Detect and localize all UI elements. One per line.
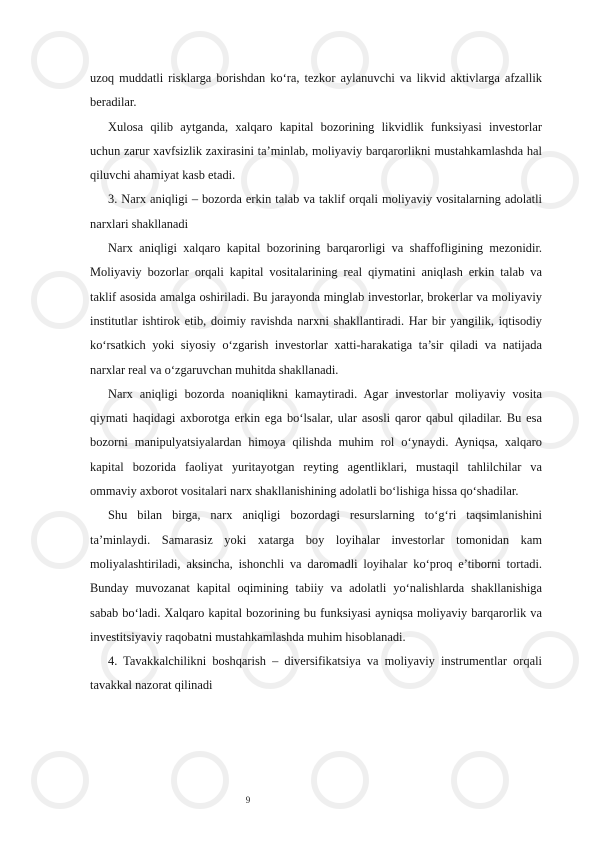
document-body	[90, 66, 542, 698]
section-heading-3: 3. Narx aniqligi – bozorda erkin talab va taklif orqali moliyaviy vositalarning adolatli narxlari shakllanadi	[90, 192, 542, 231]
paragraph-6: Shu bilan birga, narx aniqligi bozordagi resurslarning to‘g‘ri taqsimlanishini ta’minlaydi. Samarasiz yoki xatarga boy loyihalar investorlar tomonidan kam moliyalashtiriladi, aksincha, ishonchli va daromadli loyihalar ko‘proq e’tiborni tortadi. Bunday muvozanat kapital oqimining tabiiy va adolatli yo‘nalishlarda shakllanishiga sabab bo‘ladi. Xalqaro kapital bozorining bu funksiyasi ayniqsa moliyaviy barqarorlik va investitsiyaviy raqobatni mustahkamlashda muhim hisoblanadi.	[90, 508, 542, 644]
section-heading-4: 4. Tavakkalchilikni boshqarish – diversifikatsiya va moliyaviy instrumentlar orqali tavakkal nazorat qilinadi	[90, 654, 542, 693]
paragraph-1: uzoq muddatli risklarga borishdan ko‘ra, tezkor aylanuvchi va likvid aktivlarga afzallik beradilar.	[90, 71, 542, 110]
paragraph-5: Narx aniqligi bozorda noaniqlikni kamaytiradi. Agar investorlar moliyaviy vosita qiymati haqidagi axborotga erkin ega bo‘lsalar, ular asosli qaror qabul qiladilar. Bu esa bozorni manipulyatsiyalardan himoya qilishda muhim rol o‘ynaydi. Ayniqsa, xalqaro kapital bozorida faoliyat yuritayotgan reyting agentliklari, mustaqil tahlilchilar va ommaviy axborot vositalari narx shakllanishining adolatli bo‘lishiga hissa qo‘shadilar.	[90, 386, 542, 499]
paragraph-2: Xulosa qilib aytganda, xalqaro kapital bozorining likvidlik funksiyasi investorlar uchun zarur xavfsizlik zaxirasini ta’minlab, moliyaviy barqarorlikni mustahkamlashda hal qiluvchi ahamiyat kasb etadi.	[90, 119, 542, 183]
page-number: 9	[245, 795, 251, 805]
paragraph-4: Narx aniqligi xalqaro kapital bozorining barqarorligi va shaffofligining mezonidir. Moliyaviy bozorlar orqali kapital vositalarining real qiymatini aniqlash erkin talab va taklif asosida amalga oshiriladi. Bu jarayonda minglab investorlar, brokerlar va moliyaviy institutlar ishtirok etib, doimiy ravishda narxni shakllantiradi. Har bir yangilik, iqtisodiy ko‘rsatkich yoki siyosiy o‘zgarish investorlar xatti-harakatiga ta’sir qiladi va natijada narxlar real va o‘zgaruvchan muhitda shakllanadi.	[90, 241, 542, 377]
